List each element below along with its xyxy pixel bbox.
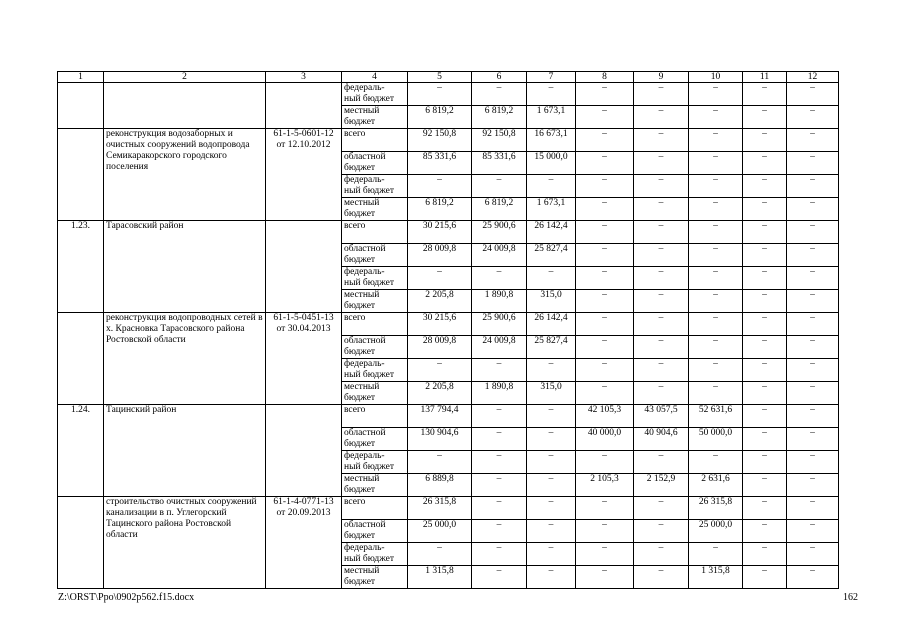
column-number-cell: 12	[787, 72, 839, 83]
file-path: Z:\ORST\Ppo\0902p562.f15.docx	[58, 592, 195, 603]
budget-table	[57, 71, 839, 589]
amount-cell: –	[634, 566, 689, 589]
amount-cell: 28 009,8	[408, 244, 472, 267]
item-number: 1.24.	[58, 405, 104, 497]
amount-cell: –	[743, 428, 787, 451]
amount-cell: 26 315,8	[689, 497, 743, 520]
expertise-document	[266, 405, 342, 497]
amount-cell: –	[743, 152, 787, 175]
column-number-row	[58, 72, 839, 83]
funding-source: федераль- ный бюджет	[342, 359, 408, 382]
amount-cell: 24 009,8	[472, 336, 527, 359]
amount-cell: –	[689, 244, 743, 267]
amount-cell: 6 819,2	[408, 198, 472, 221]
amount-cell: –	[634, 359, 689, 382]
amount-cell: –	[527, 83, 576, 106]
amount-cell: 6 819,2	[408, 106, 472, 129]
amount-cell: –	[576, 382, 634, 405]
amount-cell: –	[634, 106, 689, 129]
table-row	[58, 129, 839, 152]
amount-cell: –	[743, 359, 787, 382]
amount-cell: 1 315,8	[408, 566, 472, 589]
amount-cell: –	[689, 221, 743, 244]
amount-cell: 315,0	[527, 290, 576, 313]
column-number-cell: 7	[527, 72, 576, 83]
funding-source: всего	[342, 221, 408, 244]
amount-cell: –	[787, 198, 839, 221]
amount-cell: –	[527, 175, 576, 198]
amount-cell: –	[787, 152, 839, 175]
amount-cell: 25 000,0	[408, 520, 472, 543]
amount-cell: 43 057,5	[634, 405, 689, 428]
amount-cell: –	[576, 267, 634, 290]
amount-cell: –	[527, 451, 576, 474]
amount-cell: –	[743, 451, 787, 474]
amount-cell: –	[634, 221, 689, 244]
object-name: реконструкция водозаборных и очистных сооружений водопровода Семикаракорского городского поселения	[104, 129, 266, 221]
amount-cell: –	[576, 175, 634, 198]
column-number-cell: 4	[342, 72, 408, 83]
amount-cell: –	[689, 543, 743, 566]
item-number: 1.23.	[58, 221, 104, 313]
amount-cell: –	[408, 83, 472, 106]
table-row	[58, 221, 839, 244]
amount-cell: –	[787, 83, 839, 106]
amount-cell: –	[689, 198, 743, 221]
amount-cell: –	[472, 175, 527, 198]
amount-cell: –	[787, 497, 839, 520]
object-name: Тацинский район	[104, 405, 266, 497]
amount-cell: –	[689, 382, 743, 405]
amount-cell: 24 009,8	[472, 244, 527, 267]
amount-cell: –	[743, 267, 787, 290]
amount-cell: –	[472, 474, 527, 497]
amount-cell: –	[787, 267, 839, 290]
funding-source: местный бюджет	[342, 474, 408, 497]
amount-cell: –	[634, 175, 689, 198]
amount-cell: –	[743, 290, 787, 313]
column-number-cell: 5	[408, 72, 472, 83]
amount-cell: –	[408, 451, 472, 474]
amount-cell: –	[576, 359, 634, 382]
amount-cell: –	[743, 474, 787, 497]
amount-cell: 28 009,8	[408, 336, 472, 359]
amount-cell: –	[576, 313, 634, 336]
amount-cell: 40 904,6	[634, 428, 689, 451]
amount-cell: 30 215,6	[408, 313, 472, 336]
amount-cell: 25 900,6	[472, 221, 527, 244]
amount-cell: –	[634, 267, 689, 290]
amount-cell: –	[689, 290, 743, 313]
amount-cell: –	[689, 129, 743, 152]
amount-cell: –	[689, 83, 743, 106]
amount-cell: –	[689, 336, 743, 359]
amount-cell: 130 904,6	[408, 428, 472, 451]
amount-cell: 92 150,8	[408, 129, 472, 152]
item-number	[58, 497, 104, 589]
object-name: Тарасовский район	[104, 221, 266, 313]
item-number	[58, 129, 104, 221]
amount-cell: –	[472, 359, 527, 382]
amount-cell: –	[743, 244, 787, 267]
amount-cell: –	[576, 520, 634, 543]
funding-source: областной бюджет	[342, 520, 408, 543]
amount-cell: –	[743, 221, 787, 244]
amount-cell: –	[472, 83, 527, 106]
amount-cell: –	[527, 520, 576, 543]
amount-cell: –	[472, 405, 527, 428]
amount-cell: –	[743, 129, 787, 152]
amount-cell: –	[787, 474, 839, 497]
funding-source: всего	[342, 405, 408, 428]
funding-source: местный бюджет	[342, 382, 408, 405]
column-number-cell: 2	[104, 72, 266, 83]
amount-cell: –	[743, 405, 787, 428]
amount-cell: –	[689, 106, 743, 129]
expertise-document: 61-1-5-0601-12 от 12.10.2012	[266, 129, 342, 221]
amount-cell: –	[472, 451, 527, 474]
amount-cell: –	[634, 543, 689, 566]
amount-cell: –	[634, 520, 689, 543]
amount-cell: 25 827,4	[527, 244, 576, 267]
amount-cell: –	[634, 129, 689, 152]
funding-source: федераль- ный бюджет	[342, 175, 408, 198]
funding-source: областной бюджет	[342, 336, 408, 359]
funding-source: областной бюджет	[342, 244, 408, 267]
amount-cell: –	[472, 543, 527, 566]
amount-cell: 16 673,1	[527, 129, 576, 152]
amount-cell: –	[787, 106, 839, 129]
amount-cell: 2 631,6	[689, 474, 743, 497]
amount-cell: –	[787, 382, 839, 405]
column-number-cell: 10	[689, 72, 743, 83]
amount-cell: –	[634, 244, 689, 267]
amount-cell: –	[634, 198, 689, 221]
amount-cell: –	[634, 336, 689, 359]
amount-cell: –	[787, 244, 839, 267]
funding-source: всего	[342, 497, 408, 520]
column-number-cell: 8	[576, 72, 634, 83]
funding-source: областной бюджет	[342, 428, 408, 451]
funding-source: федераль- ный бюджет	[342, 267, 408, 290]
amount-cell: –	[743, 106, 787, 129]
funding-source: федераль- ный бюджет	[342, 451, 408, 474]
amount-cell: –	[576, 543, 634, 566]
amount-cell: –	[743, 543, 787, 566]
amount-cell: –	[472, 566, 527, 589]
amount-cell: –	[408, 359, 472, 382]
amount-cell: 40 000,0	[576, 428, 634, 451]
amount-cell: 2 205,8	[408, 290, 472, 313]
amount-cell: 6 819,2	[472, 106, 527, 129]
amount-cell: 6 889,8	[408, 474, 472, 497]
amount-cell: –	[743, 566, 787, 589]
funding-source: местный бюджет	[342, 566, 408, 589]
amount-cell: –	[576, 244, 634, 267]
expertise-document	[266, 221, 342, 313]
amount-cell: 30 215,6	[408, 221, 472, 244]
amount-cell: –	[634, 313, 689, 336]
expertise-document: 61-1-4-0771-13 от 20.09.2013	[266, 497, 342, 589]
amount-cell: –	[527, 474, 576, 497]
column-number-cell: 6	[472, 72, 527, 83]
amount-cell: 137 794,4	[408, 405, 472, 428]
amount-cell: –	[787, 129, 839, 152]
funding-source: местный бюджет	[342, 290, 408, 313]
amount-cell: –	[787, 221, 839, 244]
amount-cell: –	[472, 497, 527, 520]
amount-cell: 25 900,6	[472, 313, 527, 336]
amount-cell: 42 105,3	[576, 405, 634, 428]
amount-cell: –	[787, 428, 839, 451]
amount-cell: –	[527, 267, 576, 290]
amount-cell: –	[787, 520, 839, 543]
amount-cell: –	[787, 451, 839, 474]
amount-cell: –	[576, 290, 634, 313]
column-number-cell: 3	[266, 72, 342, 83]
item-number	[58, 313, 104, 405]
amount-cell: –	[634, 451, 689, 474]
object-name: строительство очистных сооружений канализации в п. Углегорский Тацинского района Ростовской области	[104, 497, 266, 589]
amount-cell: –	[689, 152, 743, 175]
amount-cell: –	[743, 382, 787, 405]
column-number-cell: 11	[743, 72, 787, 83]
table-row	[58, 83, 839, 106]
amount-cell: 85 331,6	[472, 152, 527, 175]
amount-cell: –	[576, 497, 634, 520]
table-row	[58, 405, 839, 428]
amount-cell: –	[689, 359, 743, 382]
amount-cell: 1 890,8	[472, 290, 527, 313]
amount-cell: –	[634, 152, 689, 175]
amount-cell: –	[787, 290, 839, 313]
amount-cell: –	[634, 382, 689, 405]
column-number-cell: 1	[58, 72, 104, 83]
amount-cell: –	[743, 520, 787, 543]
amount-cell: –	[787, 313, 839, 336]
amount-cell: –	[527, 405, 576, 428]
amount-cell: –	[527, 428, 576, 451]
amount-cell: 1 673,1	[527, 106, 576, 129]
column-number-cell: 9	[634, 72, 689, 83]
amount-cell: 26 315,8	[408, 497, 472, 520]
amount-cell: –	[472, 520, 527, 543]
amount-cell: 25 000,0	[689, 520, 743, 543]
amount-cell: 2 205,8	[408, 382, 472, 405]
amount-cell: –	[408, 267, 472, 290]
table-body	[58, 72, 839, 589]
amount-cell: –	[408, 175, 472, 198]
page-number: 162	[843, 592, 858, 603]
table-row	[58, 313, 839, 336]
funding-source: федераль- ный бюджет	[342, 83, 408, 106]
amount-cell: –	[576, 451, 634, 474]
amount-cell: 85 331,6	[408, 152, 472, 175]
amount-cell: –	[472, 267, 527, 290]
amount-cell: –	[576, 566, 634, 589]
amount-cell: –	[527, 497, 576, 520]
amount-cell: 52 631,6	[689, 405, 743, 428]
amount-cell: –	[576, 221, 634, 244]
amount-cell: 15 000,0	[527, 152, 576, 175]
amount-cell: 6 819,2	[472, 198, 527, 221]
amount-cell: 1 315,8	[689, 566, 743, 589]
amount-cell: –	[743, 198, 787, 221]
amount-cell: 26 142,4	[527, 221, 576, 244]
amount-cell: –	[743, 497, 787, 520]
amount-cell: –	[743, 83, 787, 106]
amount-cell: –	[689, 267, 743, 290]
amount-cell: –	[787, 359, 839, 382]
amount-cell: –	[689, 451, 743, 474]
amount-cell: 1 890,8	[472, 382, 527, 405]
amount-cell: –	[634, 290, 689, 313]
object-name	[104, 83, 266, 129]
amount-cell: 50 000,0	[689, 428, 743, 451]
funding-source: всего	[342, 129, 408, 152]
amount-cell: –	[787, 405, 839, 428]
amount-cell: –	[576, 336, 634, 359]
funding-source: федераль- ный бюджет	[342, 543, 408, 566]
amount-cell: –	[787, 175, 839, 198]
amount-cell: –	[527, 543, 576, 566]
amount-cell: 2 152,9	[634, 474, 689, 497]
amount-cell: 26 142,4	[527, 313, 576, 336]
amount-cell: –	[787, 336, 839, 359]
amount-cell: –	[689, 313, 743, 336]
amount-cell: –	[743, 313, 787, 336]
amount-cell: –	[743, 336, 787, 359]
amount-cell: 315,0	[527, 382, 576, 405]
amount-cell: –	[634, 83, 689, 106]
amount-cell: –	[743, 175, 787, 198]
amount-cell: –	[576, 129, 634, 152]
amount-cell: –	[689, 175, 743, 198]
funding-source: всего	[342, 313, 408, 336]
amount-cell: 1 673,1	[527, 198, 576, 221]
expertise-document: 61-1-5-0451-13 от 30.04.2013	[266, 313, 342, 405]
item-number	[58, 83, 104, 129]
amount-cell: 25 827,4	[527, 336, 576, 359]
amount-cell: –	[576, 198, 634, 221]
funding-source: местный бюджет	[342, 106, 408, 129]
amount-cell: 2 105,3	[576, 474, 634, 497]
expertise-document	[266, 83, 342, 129]
amount-cell: –	[787, 543, 839, 566]
funding-source: областной бюджет	[342, 152, 408, 175]
amount-cell: –	[576, 106, 634, 129]
funding-source: местный бюджет	[342, 198, 408, 221]
amount-cell: 92 150,8	[472, 129, 527, 152]
amount-cell: –	[787, 566, 839, 589]
object-name: реконструкция водопроводных сетей в х. Красновка Тарасовского района Ростовской области	[104, 313, 266, 405]
amount-cell: –	[634, 497, 689, 520]
table-row	[58, 497, 839, 520]
amount-cell: –	[576, 83, 634, 106]
amount-cell: –	[527, 566, 576, 589]
amount-cell: –	[472, 428, 527, 451]
amount-cell: –	[408, 543, 472, 566]
amount-cell: –	[527, 359, 576, 382]
amount-cell: –	[576, 152, 634, 175]
